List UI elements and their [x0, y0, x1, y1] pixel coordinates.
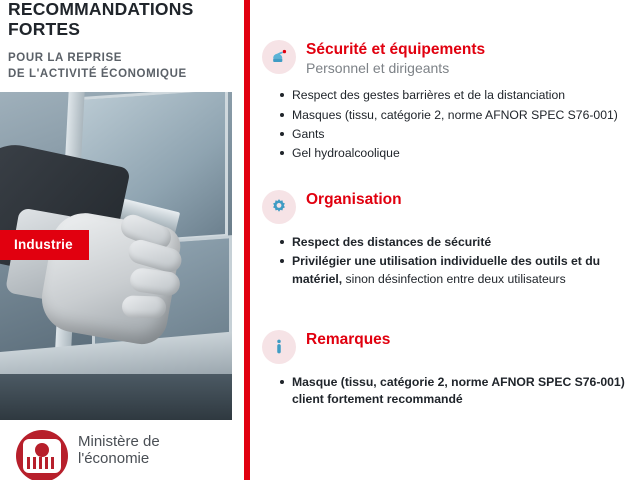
section-title: Sécurité et équipements: [306, 41, 486, 58]
list-item-suffix: sinon désinfection entre deux utilisateurs: [342, 271, 566, 286]
list-item: Masques (tissu, catégorie 2, norme AFNOR SPEC S76-001): [280, 107, 640, 124]
ministry-name: [78, 430, 160, 468]
red-divider: [244, 0, 250, 480]
left-column: [0, 0, 240, 480]
ministry-logo: [16, 430, 160, 480]
section-securite-equipements: [262, 40, 640, 165]
info-icon: [262, 330, 296, 364]
headline-line-1: RECOMMANDATIONS: [8, 0, 194, 19]
section-titles: [306, 190, 402, 209]
sector-badge: Industrie: [0, 230, 89, 260]
list-item: Respect des gestes barrières et de la distanciation: [280, 87, 640, 104]
section-title: Organisation: [306, 191, 402, 208]
right-column: [262, 0, 640, 480]
section-bullet-list: [262, 374, 640, 409]
section-title: Remarques: [306, 331, 391, 348]
section-header: [262, 190, 640, 224]
section-remarques: [262, 330, 640, 411]
safety-equipment-icon: [262, 40, 296, 74]
section-titles: [306, 40, 485, 77]
ministry-line-2: l'économie: [78, 450, 150, 468]
section-header: [262, 330, 640, 364]
marianne-logo-icon: [16, 430, 68, 480]
subhead-line-1: POUR LA REPRISE: [8, 52, 123, 65]
section-header: [262, 40, 640, 77]
section-bullet-list: [262, 87, 640, 162]
list-item-strong: Respect des distances de sécurité: [292, 235, 492, 249]
section-subtitle: Personnel et dirigeants: [306, 59, 450, 76]
gear-icon: [262, 190, 296, 224]
headline-line-2: FORTES: [8, 18, 81, 39]
list-item-strong: Masque (tissu, catégorie 2, norme AFNOR SPEC S76-001) client fortement recommandé: [292, 375, 625, 407]
ministry-line-1: Ministère de: [78, 433, 160, 450]
section-bullet-list: [262, 234, 640, 288]
list-item: [280, 253, 640, 288]
photo-foreground-shadow: [0, 374, 232, 420]
list-item: Gants: [280, 126, 640, 143]
photo-glove-finger: [122, 295, 167, 319]
section-titles: [306, 330, 390, 349]
list-item-strong: Privilégier une utilisation individuelle des outils et du matériel,: [292, 254, 601, 286]
list-item: Gel hydroalcoolique: [280, 145, 640, 162]
section-organisation: [262, 190, 640, 290]
subhead-line-2: DE L'ACTIVITÉ ÉCONOMIQUE: [8, 67, 187, 80]
list-item: [280, 374, 640, 409]
subhead-block: [8, 51, 236, 82]
list-item: [280, 234, 640, 251]
headline-block: [8, 0, 236, 82]
